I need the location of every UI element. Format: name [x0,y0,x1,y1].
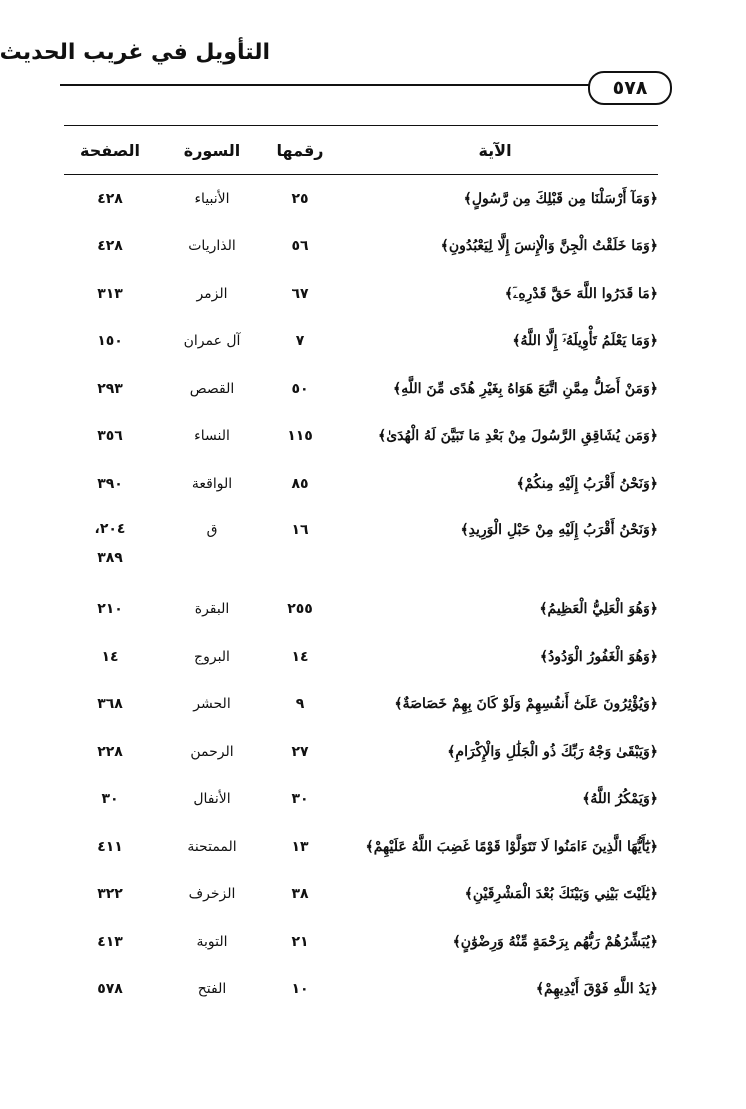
row-page: ١٥٠ [97,333,123,350]
ornate-bracket-open: ﴿ [649,981,658,998]
table-row [64,918,658,966]
row-page-line-1: ٢٠٤، [94,520,126,537]
row-surah: الممتحنة [187,838,237,855]
ornate-bracket-close: ﴾ [440,238,449,255]
row-surah: التوبة [196,933,228,950]
ornate-bracket-open: ﴿ [649,791,658,808]
row-surah: القصص [189,380,235,397]
column-header-page: الصفحة [80,140,141,160]
row-page: ٣٩٠ [97,475,123,492]
row-page: ٢١٠ [97,601,123,618]
row-verse [332,318,658,366]
row-surah: البقرة [194,601,230,618]
ornate-bracket-close: ﴾ [378,428,387,445]
ornate-bracket-open: ﴿ [649,190,658,207]
table-row [64,871,658,919]
row-surah: الرحمن [190,743,234,760]
row-number: ٣٨ [291,886,309,903]
row-verse [332,460,658,508]
table-row [64,413,658,461]
table-body [64,175,658,1013]
verse-index-table [64,125,658,1013]
column-header-surah: السورة [183,140,241,160]
row-verse [332,966,658,1014]
table-row [64,966,658,1014]
row-page: ١٤ [101,648,119,665]
table-row [64,270,658,318]
row-verse [332,633,658,681]
ornate-bracket-open: ﴿ [649,886,658,903]
row-number: ٢٥٥ [287,601,313,618]
ornate-bracket-close: ﴾ [463,190,472,207]
ornate-bracket-close: ﴾ [394,696,403,713]
row-page-line-2: ٣٨٩ [97,549,123,566]
row-verse [332,223,658,271]
ornate-bracket-open: ﴿ [649,743,658,760]
verse-text: وَمَنْ أَضَلُّ مِمَّنِ اتَّبَعَ هَوَاهُ بِغَيْرِ هُدًى مِّنَ اللَّهِ [401,380,650,397]
row-number: ٥٦ [291,238,309,255]
ornate-bracket-open: ﴿ [649,428,658,445]
row-verse [332,681,658,729]
row-number: ١٦ [291,521,309,538]
row-surah: النساء [194,428,230,445]
verse-text: وَمَآ أَرْسَلْنَا مِن قَبْلِكَ مِن رَّسُولٍ [471,190,650,207]
row-verse [332,413,658,461]
row-page: ٤١٣ [97,933,123,950]
table-row [64,223,658,271]
row-page: ٣٢٢ [97,886,123,903]
ornate-bracket-close: ﴾ [539,601,548,618]
verse-text: يَدُ اللَّهِ فَوْقَ أَيْدِيهِمْ [544,981,650,998]
verse-text: وَيَبْقَىٰ وَجْهُ رَبِّكَ ذُو الْجَلَٰلِ وَالْإِكْرَامِ [455,743,650,760]
row-number: ٢٧ [291,743,309,760]
verse-text: وَمَا يَعْلَمُ تَأْوِيلَهُۥٓ إِلَّا اللَّهُ [520,333,650,350]
table-row [64,681,658,729]
table-row [64,776,658,824]
table-row [64,586,658,634]
row-verse [332,776,658,824]
ornate-bracket-open: ﴿ [649,380,658,397]
verse-text: يَٰٓأَيُّهَا الَّذِينَ ءَامَنُوا لَا تَتَوَلَّوْا قَوْمًا غَضِبَ اللَّهُ عَلَيْهِمْ [373,838,650,855]
ornate-bracket-close: ﴾ [535,981,545,998]
ornate-bracket-close: ﴾ [582,791,591,808]
column-header-number: رقمها [276,140,324,160]
ornate-bracket-close: ﴾ [504,285,513,302]
row-surah: الزخرف [188,886,236,903]
row-number: ١٣ [291,838,309,855]
page-number-badge: ٥٧٨ [588,71,672,105]
table-row [64,728,658,776]
ornate-bracket-close: ﴾ [452,933,461,950]
verse-text: وَهُوَ الْعَلِيُّ الْعَظِيمُ [547,601,650,618]
row-page: ٥٧٨ [97,981,123,998]
table-row [64,318,658,366]
ornate-bracket-close: ﴾ [464,886,473,903]
ornate-bracket-close: ﴾ [447,743,456,760]
table-row [64,823,658,871]
row-surah: الأنبياء [194,190,230,207]
verse-text: يُبَشِّرُهُمْ رَبُّهُم بِرَحْمَةٍ مِّنْهُ وَرِضْوَٰنٍ [460,933,650,950]
row-number: ٣٠ [291,791,309,808]
row-number: ٢١ [291,933,309,950]
ornate-bracket-open: ﴿ [649,521,658,538]
ornate-bracket-open: ﴿ [649,238,658,255]
row-page: ٣١٣ [97,285,123,302]
verse-text: مَا قَدَرُوا اللَّهَ حَقَّ قَدْرِهِۦٓ [513,285,650,302]
row-number: ١٠ [291,981,309,998]
row-number: ٧ [295,333,305,350]
verse-text: وَمَن يُشَاقِقِ الرَّسُولَ مِنْ بَعْدِ مَا تَبَيَّنَ لَهُ الْهُدَىٰ [386,428,650,445]
row-page: ٢٩٣ [97,380,123,397]
row-surah: آل عمران [183,333,241,350]
verse-text: وَيُؤْثِرُونَ عَلَىٰٓ أَنفُسِهِمْ وَلَوْ كَانَ بِهِمْ خَصَاصَةٌ [402,696,650,713]
row-surah: الأنفال [193,791,231,808]
table-row [64,508,658,586]
row-number: ٢٥ [291,190,309,207]
row-surah: الواقعة [191,475,233,492]
verse-text: وَنَحْنُ أَقْرَبُ إِلَيْهِ مِنكُمْ [524,475,650,492]
row-number: ١١٥ [287,428,313,445]
row-page: ٣٦٨ [97,696,123,713]
row-surah: الفتح [197,981,227,998]
header-rule [60,84,590,86]
ornate-bracket-open: ﴿ [649,933,658,950]
row-surah: الذاريات [188,238,236,255]
ornate-bracket-close: ﴾ [365,838,374,855]
column-header-verse: الآية [478,140,512,160]
ornate-bracket-close: ﴾ [460,521,469,538]
ornate-bracket-close: ﴾ [393,380,402,397]
verse-text: وَمَا خَلَقْتُ الْجِنَّ وَالْإِنسَ إِلَّا لِيَعْبُدُونِ [448,238,650,255]
row-verse [332,823,658,871]
row-page: ٤١١ [97,838,123,855]
row-verse [332,365,658,413]
row-surah: الحشر [193,696,231,713]
verse-text: يَٰلَيْتَ بَيْنِي وَبَيْنَكَ بُعْدَ الْمَشْرِقَيْنِ [472,886,650,903]
ornate-bracket-close: ﴾ [516,475,525,492]
row-page: ٣٠ [101,791,119,808]
row-number: ٩ [295,696,305,713]
row-surah: ق [206,521,218,538]
row-number: ٥٠ [291,380,309,397]
verse-text: وَنَحْنُ أَقْرَبُ إِلَيْهِ مِنْ حَبْلِ الْوَرِيدِ [468,521,650,538]
row-page: ٢٢٨ [97,743,123,760]
ornate-bracket-open: ﴿ [649,601,658,618]
table-row [64,460,658,508]
ornate-bracket-close: ﴾ [539,648,549,665]
row-surah: الزمر [196,285,228,302]
row-page: ٤٢٨ [97,238,123,255]
ornate-bracket-open: ﴿ [649,285,658,302]
row-verse [332,728,658,776]
verse-text: وَهُوَ الْغَفُورُ الْوَدُودُ [548,648,650,665]
row-verse [332,586,658,634]
table-row [64,633,658,681]
row-verse [332,175,658,223]
row-number: ٦٧ [291,285,309,302]
row-page [64,508,156,586]
table-row [64,365,658,413]
row-page: ٣٥٦ [97,428,123,445]
row-verse [332,270,658,318]
row-number: ٨٥ [291,475,309,492]
ornate-bracket-open: ﴿ [649,648,658,665]
ornate-bracket-open: ﴿ [649,696,658,713]
row-verse [332,918,658,966]
running-header-title: التأويل في غريب الحديث [0,40,270,65]
table-header [64,126,658,175]
row-verse [332,508,658,586]
row-number: ١٤ [291,648,309,665]
ornate-bracket-close: ﴾ [512,333,521,350]
row-page: ٤٢٨ [97,190,123,207]
ornate-bracket-open: ﴿ [649,475,658,492]
ornate-bracket-open: ﴿ [649,333,658,350]
row-surah: البروج [194,648,230,665]
row-verse [332,871,658,919]
ornate-bracket-open: ﴿ [649,838,658,855]
verse-text: وَيَمْكُرُ اللَّهُ [590,791,650,808]
table-row [64,175,658,223]
